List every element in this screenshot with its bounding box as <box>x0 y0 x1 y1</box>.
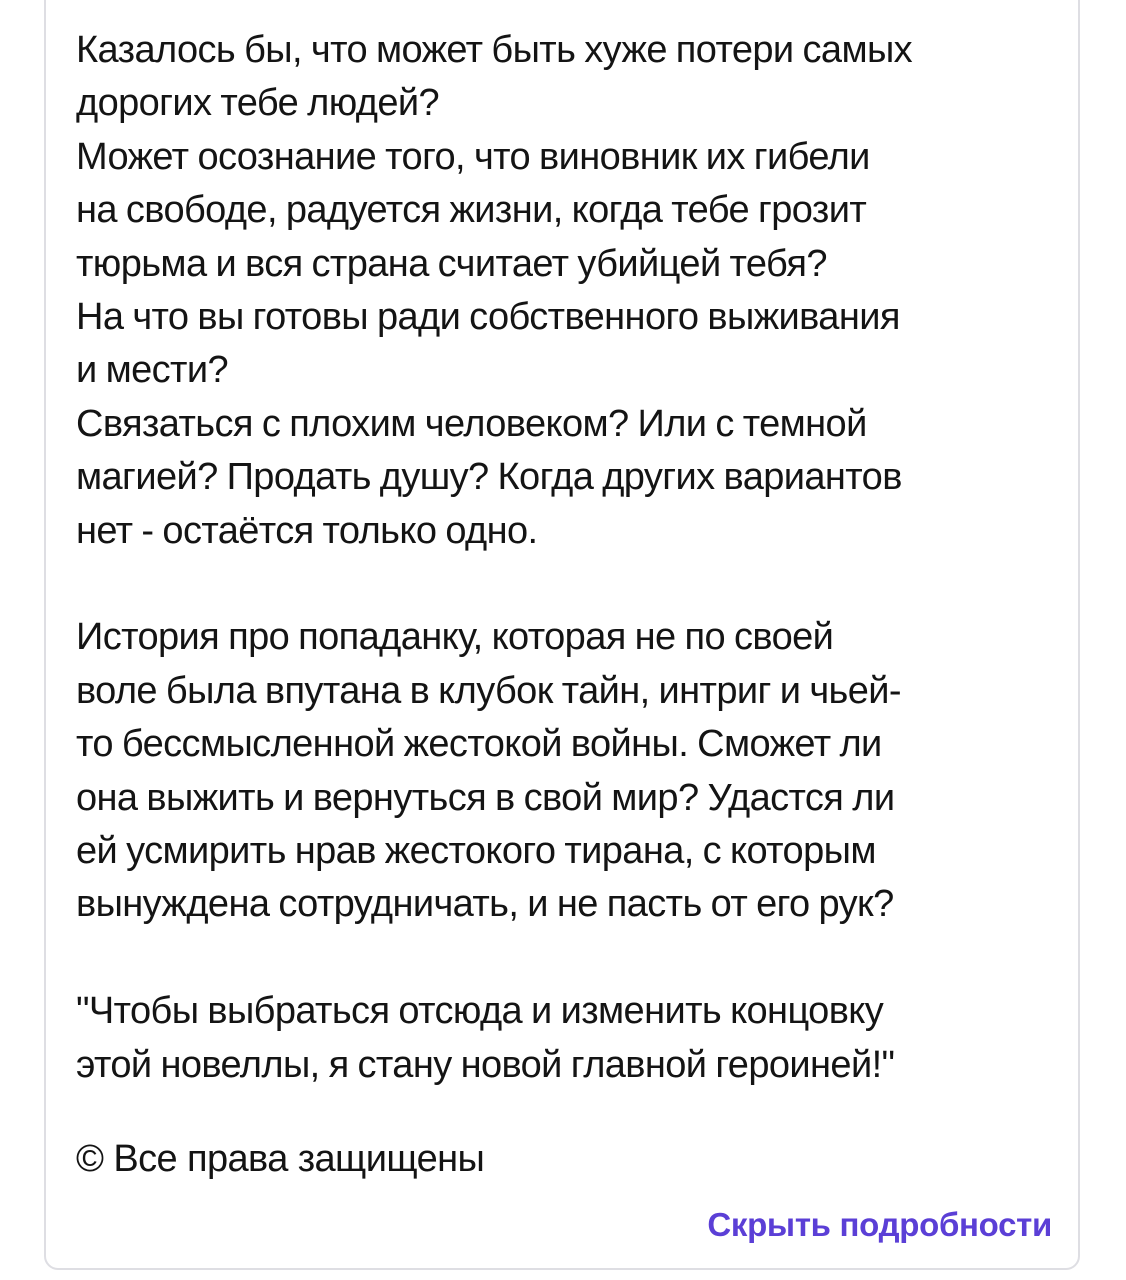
paragraph-spacer <box>76 932 1066 985</box>
copyright-notice: © Все права защищены <box>76 1138 485 1180</box>
paragraph-spacer <box>76 558 1066 611</box>
hide-details-button[interactable]: Скрыть подробности <box>707 1200 1052 1250</box>
description-paragraph-2: История про попаданку, которая не по своей воле была впутана в клубок тайн, интриг и чьей- то бессмысленной жестокой войны. Сможет ли она выжить и вернуться в свой мир? Удастся ли ей усмирить нрав жестокого тирана, с которым вынуждена сотрудничать, и не пасть от его рук? <box>76 616 901 926</box>
description-paragraph-1: Казалось бы, что может быть хуже потери самых дорогих тебе людей? Может осознание того, что виновник их гибели на свободе, радуется жизни, когда тебе грозит тюрьма и вся страна считает убийцей тебя? На что вы готовы ради собственного выживания и мести? Связаться с плохим человеком? Или с темной магией? Продать душу? Когда других вариантов нет - остаётся только одно. <box>76 29 913 552</box>
description-quote: "Чтобы выбраться отсюда и изменить концовку этой новеллы, я стану новой главной героиней!" <box>76 990 895 1086</box>
book-description <box>76 24 1066 1092</box>
